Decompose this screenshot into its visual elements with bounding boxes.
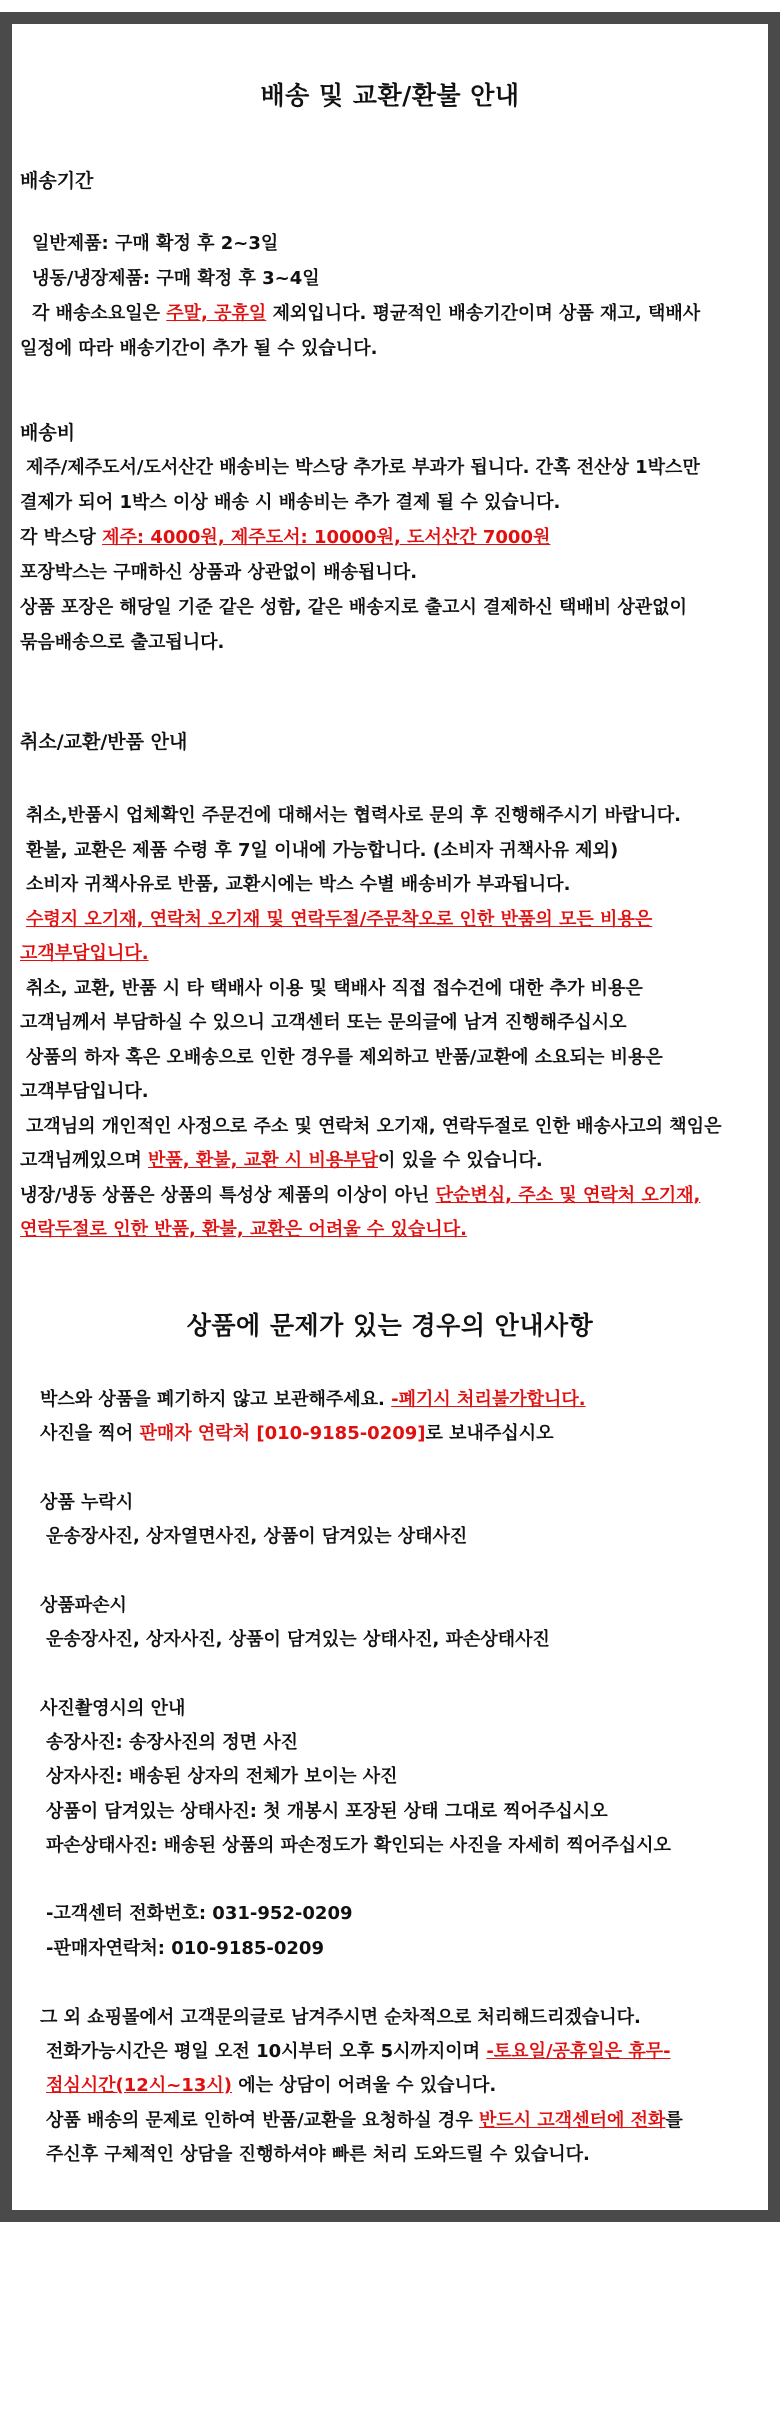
cancel-line-8: 상품의 하자 혹은 오배송으로 인한 경우를 제외하고 반품/교환에 소요되는 비용은	[26, 1047, 663, 1068]
cancel-line-13: 연락두절로 인한 반품, 환불, 교환은 어려울 수 있습니다.	[20, 1219, 467, 1240]
shipping-fee-line-5: 상품 포장은 해당일 기준 같은 성함, 같은 배송지로 출고시 결제하신 택배비 상관없이	[20, 597, 687, 618]
island-fee-highlight: 제주: 4000원, 제주도서: 10000원, 도서산간 7000원	[102, 527, 551, 548]
holiday-closed-highlight: -토요일/공휴일은 휴무-	[486, 2041, 671, 2062]
cancel-line-2: 환불, 교환은 제품 수령 후 7일 이내에 가능합니다. (소비자 귀책사유 제외)	[26, 840, 619, 861]
cancel-warning-1: 수령지 오기재, 연락처 오기재 및 연락두절/주문착오로 인한 반품의 모든 비용은	[26, 909, 653, 930]
frozen-warning-highlight: 단순변심, 주소 및 연락처 오기재,	[435, 1185, 701, 1206]
shipping-period-note-cont: 일정에 따라 배송기간이 추가 될 수 있습니다.	[20, 338, 378, 359]
cancel-warning-2: 고객부담입니다.	[20, 943, 149, 964]
photo-guide-3: 상품이 담겨있는 상태사진: 첫 개봉시 포장된 상태 그대로 찍어주십시오	[46, 1801, 608, 1822]
damage-heading: 상품파손시	[40, 1595, 127, 1616]
etc-line-3: 점심시간(12시~13시) 에는 상담이 어려울 수 있습니다.	[46, 2075, 497, 2096]
cancel-line-7: 고객님께서 부담하실 수 있으니 고객센터 또는 문의글에 남겨 진행해주십시오	[20, 1012, 627, 1033]
photo-guide-1: 송장사진: 송장사진의 정면 사진	[46, 1732, 299, 1753]
call-cs-highlight: 반드시 고객센터에 전화	[478, 2110, 666, 2131]
shipping-fee-heading: 배송비	[20, 422, 76, 444]
cancel-line-3: 소비자 귀책사유로 반품, 교환시에는 박스 수별 배송비가 부과됩니다.	[26, 874, 571, 895]
no-discard-highlight: -폐기시 처리불가합니다.	[391, 1389, 586, 1410]
send-photo-line: 사진을 찍어 판매자 연락처 [010-9185-0209]로 보내주십시오	[40, 1423, 554, 1444]
etc-line-4: 상품 배송의 문제로 인하여 반품/교환을 요청하실 경우 반드시 고객센터에 전화를	[46, 2110, 683, 2131]
cost-burden-highlight: 반품, 환불, 교환 시 비용부담	[147, 1150, 378, 1171]
shipping-period-note: 각 배송소요일은 주말, 공휴일 제외입니다. 평균적인 배송기간이며 상품 재고, 택배사	[32, 303, 701, 324]
shipping-fee-per-box: 각 박스당 제주: 4000원, 제주도서: 10000원, 도서산간 7000원	[20, 527, 551, 548]
cancel-line-1: 취소,반품시 업체확인 주문건에 대해서는 협력사로 문의 후 진행해주시기 바랍니다.	[26, 805, 681, 826]
shipping-period-heading: 배송기간	[20, 170, 94, 192]
keep-box-line: 박스와 상품을 폐기하지 않고 보관해주세요. -폐기시 처리불가합니다.	[40, 1389, 586, 1410]
problem-guide-title: 상품에 문제가 있는 경우의 안내사항	[186, 1311, 594, 1340]
photo-heading: 사진촬영시의 안내	[40, 1698, 186, 1719]
cancel-line-12: 냉장/냉동 상품은 상품의 특성상 제품의 이상이 아닌 단순변심, 주소 및 연락처 오기재,	[20, 1185, 701, 1206]
photo-guide-4: 파손상태사진: 배송된 상품의 파손정도가 확인되는 사진을 자세히 찍어주십시오	[46, 1835, 671, 1856]
cancel-line-11: 고객님께있으며 반품, 환불, 교환 시 비용부담이 있을 수 있습니다.	[20, 1150, 543, 1171]
cancel-heading: 취소/교환/반품 안내	[20, 731, 188, 753]
seller-phone: -판매자연락처: 010-9185-0209	[46, 1938, 324, 1959]
weekend-holiday-highlight: 주말, 공휴일	[166, 303, 267, 324]
photo-guide-2: 상자사진: 배송된 상자의 전체가 보이는 사진	[46, 1766, 398, 1787]
etc-line-2: 전화가능시간은 평일 오전 10시부터 오후 5시까지이며 -토요일/공휴일은 휴무-	[46, 2041, 671, 2062]
etc-line-5: 주신후 구체적인 상담을 진행하셔야 빠른 처리 도와드릴 수 있습니다.	[46, 2144, 590, 2165]
shipping-fee-line-4: 포장박스는 구매하신 상품과 상관없이 배송됩니다.	[20, 562, 418, 583]
cs-phone: -고객센터 전화번호: 031-952-0209	[46, 1903, 353, 1924]
cancel-line-6: 취소, 교환, 반품 시 타 택배사 이용 및 택배사 직접 접수건에 대한 추가 비용은	[26, 978, 643, 999]
shipping-period-frozen: 냉동/냉장제품: 구매 확정 후 3~4일	[32, 268, 320, 289]
shipping-exchange-title: 배송 및 교환/환불 안내	[260, 81, 520, 110]
shipping-fee-line-2: 결제가 되어 1박스 이상 배송 시 배송비는 추가 결제 될 수 있습니다.	[20, 492, 561, 513]
shipping-fee-line-6: 묶음배송으로 출고됩니다.	[20, 632, 225, 653]
lunch-time-highlight: 점심시간(12시~13시)	[46, 2075, 232, 2096]
notice-frame	[0, 12, 780, 2222]
damage-text: 운송장사진, 상자사진, 상품이 담겨있는 상태사진, 파손상태사진	[46, 1629, 550, 1650]
missing-heading: 상품 누락시	[40, 1492, 134, 1513]
etc-line-1: 그 외 쇼핑몰에서 고객문의글로 남겨주시면 순차적으로 처리해드리겠습니다.	[40, 2007, 641, 2028]
cancel-line-10: 고객님의 개인적인 사정으로 주소 및 연락처 오기재, 연락두절로 인한 배송사고의 책임은	[26, 1116, 722, 1137]
shipping-period-general: 일반제품: 구매 확정 후 2~3일	[32, 233, 279, 254]
seller-contact-highlight: 판매자 연락처 [010-9185-0209]	[139, 1423, 426, 1444]
cancel-line-9: 고객부담입니다.	[20, 1081, 149, 1102]
missing-text: 운송장사진, 상자열면사진, 상품이 담겨있는 상태사진	[46, 1526, 468, 1547]
shipping-fee-line-1: 제주/제주도서/도서산간 배송비는 박스당 추가로 부과가 됩니다. 간혹 전산상 1박스만	[26, 457, 700, 478]
